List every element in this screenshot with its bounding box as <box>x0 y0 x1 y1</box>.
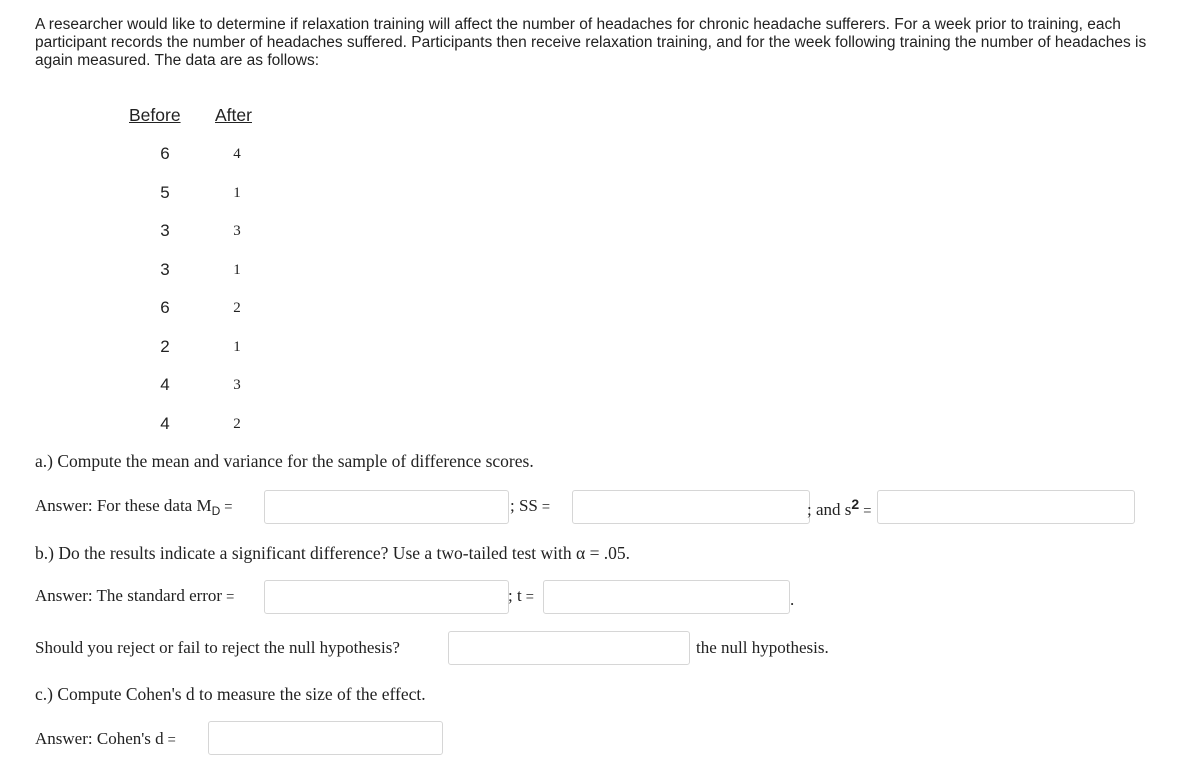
ss-answer-field[interactable] <box>572 490 810 524</box>
before-value: 6 <box>160 144 170 163</box>
before-value: 4 <box>160 375 170 394</box>
after-value: 1 <box>233 339 241 355</box>
question-b: b.) Do the results indicate a significant difference? Use a two-tailed test with α = .05. <box>35 543 631 563</box>
reject-question: Should you reject or fail to reject the null hypothesis? <box>35 638 400 657</box>
null-hypothesis-suffix: the null hypothesis. <box>696 638 829 657</box>
before-value: 5 <box>160 183 170 202</box>
standard-error-label: Answer: The standard error = <box>35 586 235 605</box>
before-column-header: Before <box>129 105 181 125</box>
before-value: 4 <box>160 414 170 433</box>
question-c: c.) Compute Cohen's d to measure the size of the effect. <box>35 684 426 704</box>
after-value: 1 <box>233 185 241 201</box>
cohens-d-label: Answer: Cohen's d = <box>35 729 176 748</box>
t-period: . <box>790 590 795 609</box>
after-value: 2 <box>233 300 241 316</box>
t-label: ; t = <box>508 586 534 605</box>
md-answer-field[interactable] <box>264 490 509 524</box>
after-value: 4 <box>233 146 241 162</box>
after-value: 3 <box>233 377 241 393</box>
before-value: 6 <box>160 298 170 317</box>
t-answer-field[interactable] <box>543 580 790 614</box>
problem-intro: A researcher would like to determine if relaxation training will affect the number of headaches for chronic headache sufferers. For a week prior to training, each participant records the number of headaches suffered. Participants then receive relaxation training, and for the week following training the number of headaches is again measured. The data are as follows: <box>35 16 1147 69</box>
question-a: a.) Compute the mean and variance for the sample of difference scores. <box>35 451 534 471</box>
before-value: 3 <box>160 221 170 240</box>
after-value: 1 <box>233 262 241 278</box>
standard-error-answer-field[interactable] <box>264 580 509 614</box>
s2-label: ; and $s^2$ = <box>807 496 872 519</box>
before-value: 2 <box>160 337 170 356</box>
cohens-d-answer-field[interactable] <box>208 721 443 755</box>
after-value: 2 <box>233 416 241 432</box>
before-value: 3 <box>160 260 170 279</box>
reject-answer-field[interactable] <box>448 631 690 665</box>
s2-answer-field[interactable] <box>877 490 1135 524</box>
md-label: Answer: For these data $M_D$ = <box>35 496 233 518</box>
after-column-header: After <box>215 105 252 125</box>
after-value: 3 <box>233 223 241 239</box>
ss-label: ; SS = <box>510 496 551 515</box>
